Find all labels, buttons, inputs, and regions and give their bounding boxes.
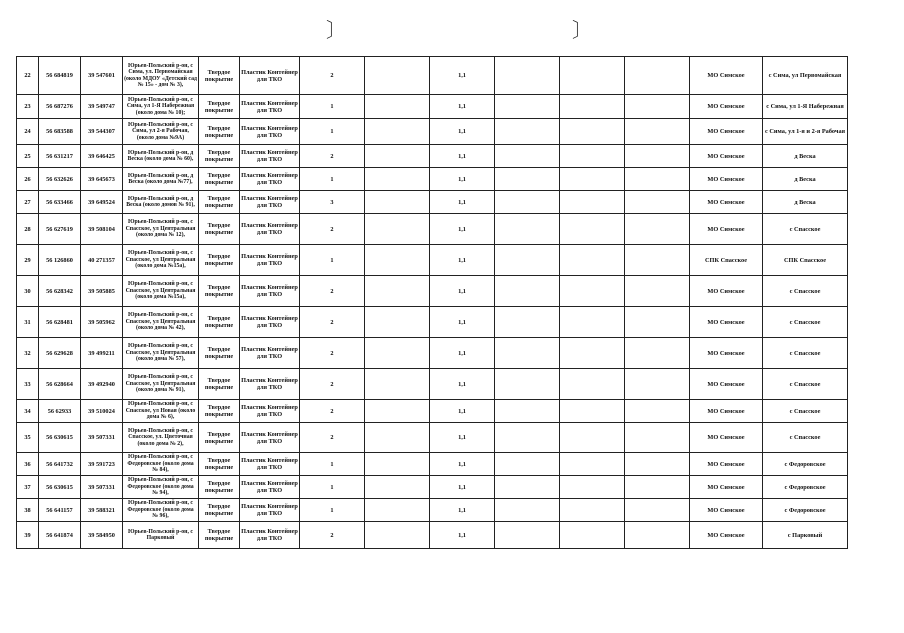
owner-cell: МО Симское [690,57,763,95]
empty-cell-cell [495,499,560,522]
empty-cell-cell [560,245,625,276]
container-volume-cell: 1,1 [430,307,495,338]
address-cell: Юрьев-Польский р-он, с Спасское, ул Центральная (около дома № 42), [123,307,199,338]
owner-cell: МО Симское [690,119,763,145]
longitude-cell: 39 492940 [81,369,123,400]
surface-type-cell: Твердое покрытие [199,214,240,245]
surface-type-cell: Твердое покрытие [199,369,240,400]
container-type-cell: Пластик Контейнер для ТКО [240,369,300,400]
empty-cell-cell [560,453,625,476]
container-count-cell: 1 [300,476,365,499]
empty-cell-cell [365,307,430,338]
empty-cell-cell [365,476,430,499]
owner-cell: МО Симское [690,95,763,119]
empty-cell-cell [625,145,690,168]
container-count-cell: 1 [300,453,365,476]
surface-type-cell: Твердое покрытие [199,476,240,499]
table-row [17,400,848,423]
waste-source-cell: с Спасское [763,369,848,400]
container-count-cell: 2 [300,369,365,400]
latitude-cell: 56 641874 [39,522,81,549]
longitude-cell: 39 507331 [81,476,123,499]
waste-source-cell: с Федоровское [763,499,848,522]
surface-type-cell: Твердое покрытие [199,423,240,453]
owner-cell: МО Симское [690,522,763,549]
waste-source-cell: с Сима, ул Первомайская [763,57,848,95]
owner-cell: МО Симское [690,276,763,307]
empty-cell-cell [365,168,430,191]
empty-cell-cell [495,276,560,307]
surface-type-cell: Твердое покрытие [199,453,240,476]
container-volume-cell: 1,1 [430,338,495,369]
longitude-cell: 39 508104 [81,214,123,245]
empty-cell-cell [365,214,430,245]
address-cell: Юрьев-Польский р-он, с Сима, ул 2-я Рабочая, (около дома №9А) [123,119,199,145]
owner-cell: МО Симское [690,476,763,499]
surface-type-cell: Твердое покрытие [199,168,240,191]
row-number-cell: 25 [17,145,39,168]
table-row [17,338,848,369]
table-row [17,499,848,522]
owner-cell: МО Симское [690,145,763,168]
surface-type-cell: Твердое покрытие [199,145,240,168]
empty-cell-cell [365,245,430,276]
empty-cell-cell [625,245,690,276]
table-row [17,476,848,499]
container-type-cell: Пластик Контейнер для ТКО [240,95,300,119]
surface-type-cell: Твердое покрытие [199,191,240,214]
table-row [17,95,848,119]
empty-cell-cell [625,95,690,119]
latitude-cell: 56 630615 [39,476,81,499]
container-count-cell: 2 [300,214,365,245]
owner-cell: МО Симское [690,453,763,476]
container-volume-cell: 1,1 [430,119,495,145]
longitude-cell: 39 507331 [81,423,123,453]
address-cell: Юрьев-Польский р-он, с Спасское, ул Новая (около дома № 6), [123,400,199,423]
longitude-cell: 39 591723 [81,453,123,476]
address-cell: Юрьев-Польский р-он, с Спасское, ул Центральная (около дома № 91), [123,369,199,400]
empty-cell-cell [365,369,430,400]
waste-source-cell: с Сима, ул 1-Я Набережная [763,95,848,119]
address-cell: Юрьев-Польский р-он, с Спасское, ул. Цветочная (около дома № 2), [123,423,199,453]
owner-cell: МО Симское [690,423,763,453]
empty-cell-cell [560,168,625,191]
empty-cell-cell [365,423,430,453]
registry-table-body [17,57,848,549]
owner-cell: МО Симское [690,499,763,522]
empty-cell-cell [625,57,690,95]
container-type-cell: Пластик Контейнер для ТКО [240,214,300,245]
empty-cell-cell [560,400,625,423]
row-number-cell: 34 [17,400,39,423]
latitude-cell: 56 126860 [39,245,81,276]
empty-cell-cell [495,245,560,276]
empty-cell-cell [495,400,560,423]
table-row [17,245,848,276]
empty-cell-cell [365,338,430,369]
empty-cell-cell [560,57,625,95]
owner-cell: СПК Спасское [690,245,763,276]
empty-cell-cell [495,95,560,119]
empty-cell-cell [625,307,690,338]
container-volume-cell: 1,1 [430,276,495,307]
container-count-cell: 2 [300,522,365,549]
latitude-cell: 56 632626 [39,168,81,191]
longitude-cell: 39 499211 [81,338,123,369]
latitude-cell: 56 627619 [39,214,81,245]
container-count-cell: 2 [300,145,365,168]
empty-cell-cell [365,57,430,95]
empty-cell-cell [625,369,690,400]
empty-cell-cell [495,522,560,549]
owner-cell: МО Симское [690,307,763,338]
surface-type-cell: Твердое покрытие [199,57,240,95]
empty-cell-cell [495,168,560,191]
longitude-cell: 39 510024 [81,400,123,423]
address-cell: Юрьев-Польский р-он, д Веска (около дома № 60), [123,145,199,168]
waste-source-cell: с Спасское [763,276,848,307]
container-volume-cell: 1,1 [430,400,495,423]
container-type-cell: Пластик Контейнер для ТКО [240,145,300,168]
container-type-cell: Пластик Контейнер для ТКО [240,499,300,522]
row-number-cell: 28 [17,214,39,245]
owner-cell: МО Симское [690,214,763,245]
longitude-cell: 39 649524 [81,191,123,214]
empty-cell-cell [625,453,690,476]
longitude-cell: 40 271357 [81,245,123,276]
address-cell: Юрьев-Польский р-он, с Спасское, ул Центральная (около дома №15а), [123,276,199,307]
empty-cell-cell [495,369,560,400]
latitude-cell: 56 628664 [39,369,81,400]
waste-source-cell: с Федоровское [763,453,848,476]
row-number-cell: 30 [17,276,39,307]
address-cell: Юрьев-Польский р-он, с Парковый [123,522,199,549]
table-row [17,522,848,549]
empty-cell-cell [495,214,560,245]
row-number-cell: 36 [17,453,39,476]
table-row [17,57,848,95]
container-volume-cell: 1,1 [430,245,495,276]
row-number-cell: 31 [17,307,39,338]
latitude-cell: 56 687276 [39,95,81,119]
container-count-cell: 2 [300,400,365,423]
longitude-cell: 39 544307 [81,119,123,145]
container-type-cell: Пластик Контейнер для ТКО [240,168,300,191]
container-volume-cell: 1,1 [430,57,495,95]
waste-source-cell: СПК Спасское [763,245,848,276]
row-number-cell: 39 [17,522,39,549]
row-number-cell: 23 [17,95,39,119]
empty-cell-cell [560,499,625,522]
empty-cell-cell [495,476,560,499]
container-count-cell: 1 [300,119,365,145]
container-type-cell: Пластик Контейнер для ТКО [240,276,300,307]
container-volume-cell: 1,1 [430,453,495,476]
empty-cell-cell [625,522,690,549]
surface-type-cell: Твердое покрытие [199,307,240,338]
table-row [17,145,848,168]
empty-cell-cell [365,276,430,307]
empty-cell-cell [625,338,690,369]
latitude-cell: 56 630615 [39,423,81,453]
empty-cell-cell [560,95,625,119]
container-type-cell: Пластик Контейнер для ТКО [240,400,300,423]
address-cell: Юрьев-Польский р-он, с Спасское, ул Центральная (около дома № 12), [123,214,199,245]
page-mark-left: 〕 [326,18,346,42]
empty-cell-cell [365,191,430,214]
empty-cell-cell [625,400,690,423]
empty-cell-cell [560,119,625,145]
empty-cell-cell [365,119,430,145]
empty-cell-cell [625,168,690,191]
empty-cell-cell [625,499,690,522]
container-count-cell: 1 [300,245,365,276]
waste-source-cell: с Спасское [763,423,848,453]
owner-cell: МО Симское [690,338,763,369]
table-row [17,191,848,214]
waste-source-cell: с Федоровское [763,476,848,499]
container-count-cell: 2 [300,57,365,95]
empty-cell-cell [560,307,625,338]
longitude-cell: 39 549747 [81,95,123,119]
container-type-cell: Пластик Контейнер для ТКО [240,191,300,214]
empty-cell-cell [365,522,430,549]
surface-type-cell: Твердое покрытие [199,119,240,145]
waste-source-cell: с Парковый [763,522,848,549]
table-row [17,307,848,338]
empty-cell-cell [625,423,690,453]
empty-cell-cell [560,522,625,549]
surface-type-cell: Твердое покрытие [199,95,240,119]
row-number-cell: 22 [17,57,39,95]
empty-cell-cell [495,119,560,145]
container-volume-cell: 1,1 [430,499,495,522]
empty-cell-cell [560,276,625,307]
row-number-cell: 27 [17,191,39,214]
container-volume-cell: 1,1 [430,191,495,214]
container-type-cell: Пластик Контейнер для ТКО [240,245,300,276]
empty-cell-cell [560,476,625,499]
row-number-cell: 32 [17,338,39,369]
container-count-cell: 3 [300,191,365,214]
empty-cell-cell [625,276,690,307]
surface-type-cell: Твердое покрытие [199,522,240,549]
container-count-cell: 1 [300,499,365,522]
waste-source-cell: с Спасское [763,338,848,369]
container-count-cell: 2 [300,423,365,453]
container-type-cell: Пластик Контейнер для ТКО [240,119,300,145]
table-row [17,369,848,400]
latitude-cell: 56 631217 [39,145,81,168]
empty-cell-cell [365,499,430,522]
longitude-cell: 39 584950 [81,522,123,549]
table-row [17,214,848,245]
waste-source-cell: с Спасское [763,307,848,338]
container-volume-cell: 1,1 [430,145,495,168]
owner-cell: МО Симское [690,191,763,214]
longitude-cell: 39 505962 [81,307,123,338]
table-row [17,423,848,453]
empty-cell-cell [495,57,560,95]
empty-cell-cell [560,191,625,214]
address-cell: Юрьев-Польский р-он, с Федоровское (около дома № 84), [123,453,199,476]
container-count-cell: 2 [300,276,365,307]
empty-cell-cell [495,307,560,338]
empty-cell-cell [365,95,430,119]
address-cell: Юрьев-Польский р-он, с Спасское, ул Центральная (около дома №15а), [123,245,199,276]
container-count-cell: 2 [300,307,365,338]
waste-source-cell: с Спасское [763,214,848,245]
address-cell: Юрьев-Польский р-он, с Спасское, ул Центральная (около дома № 57), [123,338,199,369]
empty-cell-cell [365,145,430,168]
empty-cell-cell [560,369,625,400]
container-volume-cell: 1,1 [430,214,495,245]
owner-cell: МО Симское [690,369,763,400]
surface-type-cell: Твердое покрытие [199,338,240,369]
row-number-cell: 29 [17,245,39,276]
empty-cell-cell [625,214,690,245]
container-type-cell: Пластик Контейнер для ТКО [240,476,300,499]
address-cell: Юрьев-Польский р-он, д Веска (около домов № 91), [123,191,199,214]
row-number-cell: 35 [17,423,39,453]
empty-cell-cell [560,145,625,168]
latitude-cell: 56 628342 [39,276,81,307]
longitude-cell: 39 547601 [81,57,123,95]
surface-type-cell: Твердое покрытие [199,400,240,423]
page-mark-right: 〕 [572,18,592,42]
empty-cell-cell [560,214,625,245]
address-cell: Юрьев-Польский р-он, с Сима, ул. Первомайская (около МДОУ «Детский сад № 15» - дом № 3), [123,57,199,95]
row-number-cell: 26 [17,168,39,191]
container-count-cell: 2 [300,338,365,369]
container-type-cell: Пластик Контейнер для ТКО [240,522,300,549]
row-number-cell: 24 [17,119,39,145]
longitude-cell: 39 588321 [81,499,123,522]
empty-cell-cell [495,453,560,476]
container-volume-cell: 1,1 [430,522,495,549]
empty-cell-cell [625,476,690,499]
empty-cell-cell [625,119,690,145]
address-cell: Юрьев-Польский р-он, с Федоровское (около дома № 94), [123,476,199,499]
empty-cell-cell [495,145,560,168]
latitude-cell: 56 628481 [39,307,81,338]
waste-source-cell: с Спасское [763,400,848,423]
container-volume-cell: 1,1 [430,423,495,453]
empty-cell-cell [365,453,430,476]
latitude-cell: 56 62933 [39,400,81,423]
waste-source-cell: д Веска [763,145,848,168]
container-count-cell: 1 [300,168,365,191]
empty-cell-cell [495,338,560,369]
owner-cell: МО Симское [690,400,763,423]
longitude-cell: 39 645673 [81,168,123,191]
waste-source-cell: д Веска [763,191,848,214]
empty-cell-cell [560,338,625,369]
table-row [17,276,848,307]
row-number-cell: 37 [17,476,39,499]
container-count-cell: 1 [300,95,365,119]
registry-table [16,56,848,549]
empty-cell-cell [495,423,560,453]
latitude-cell: 56 641732 [39,453,81,476]
container-type-cell: Пластик Контейнер для ТКО [240,423,300,453]
longitude-cell: 39 646425 [81,145,123,168]
container-volume-cell: 1,1 [430,168,495,191]
surface-type-cell: Твердое покрытие [199,276,240,307]
row-number-cell: 33 [17,369,39,400]
container-volume-cell: 1,1 [430,369,495,400]
empty-cell-cell [365,400,430,423]
waste-source-cell: с Сима, ул 1-я и 2-я Рабочая [763,119,848,145]
container-volume-cell: 1,1 [430,95,495,119]
owner-cell: МО Симское [690,168,763,191]
waste-source-cell: д Веска [763,168,848,191]
empty-cell-cell [560,423,625,453]
longitude-cell: 39 505885 [81,276,123,307]
container-type-cell: Пластик Контейнер для ТКО [240,338,300,369]
latitude-cell: 56 629628 [39,338,81,369]
latitude-cell: 56 641157 [39,499,81,522]
empty-cell-cell [495,191,560,214]
address-cell: Юрьев-Польский р-он, с Сима, ул 1-Я Набережная (около дома № 10); [123,95,199,119]
row-number-cell: 38 [17,499,39,522]
latitude-cell: 56 684819 [39,57,81,95]
container-volume-cell: 1,1 [430,476,495,499]
empty-cell-cell [625,191,690,214]
address-cell: Юрьев-Польский р-он, с Федоровское (около дома № 96), [123,499,199,522]
address-cell: Юрьев-Польский р-он, д Веска (около дома №77), [123,168,199,191]
latitude-cell: 56 683588 [39,119,81,145]
container-type-cell: Пластик Контейнер для ТКО [240,307,300,338]
surface-type-cell: Твердое покрытие [199,245,240,276]
latitude-cell: 56 633466 [39,191,81,214]
container-type-cell: Пластик Контейнер для ТКО [240,57,300,95]
table-row [17,119,848,145]
surface-type-cell: Твердое покрытие [199,499,240,522]
table-row [17,453,848,476]
table-row [17,168,848,191]
container-type-cell: Пластик Контейнер для ТКО [240,453,300,476]
